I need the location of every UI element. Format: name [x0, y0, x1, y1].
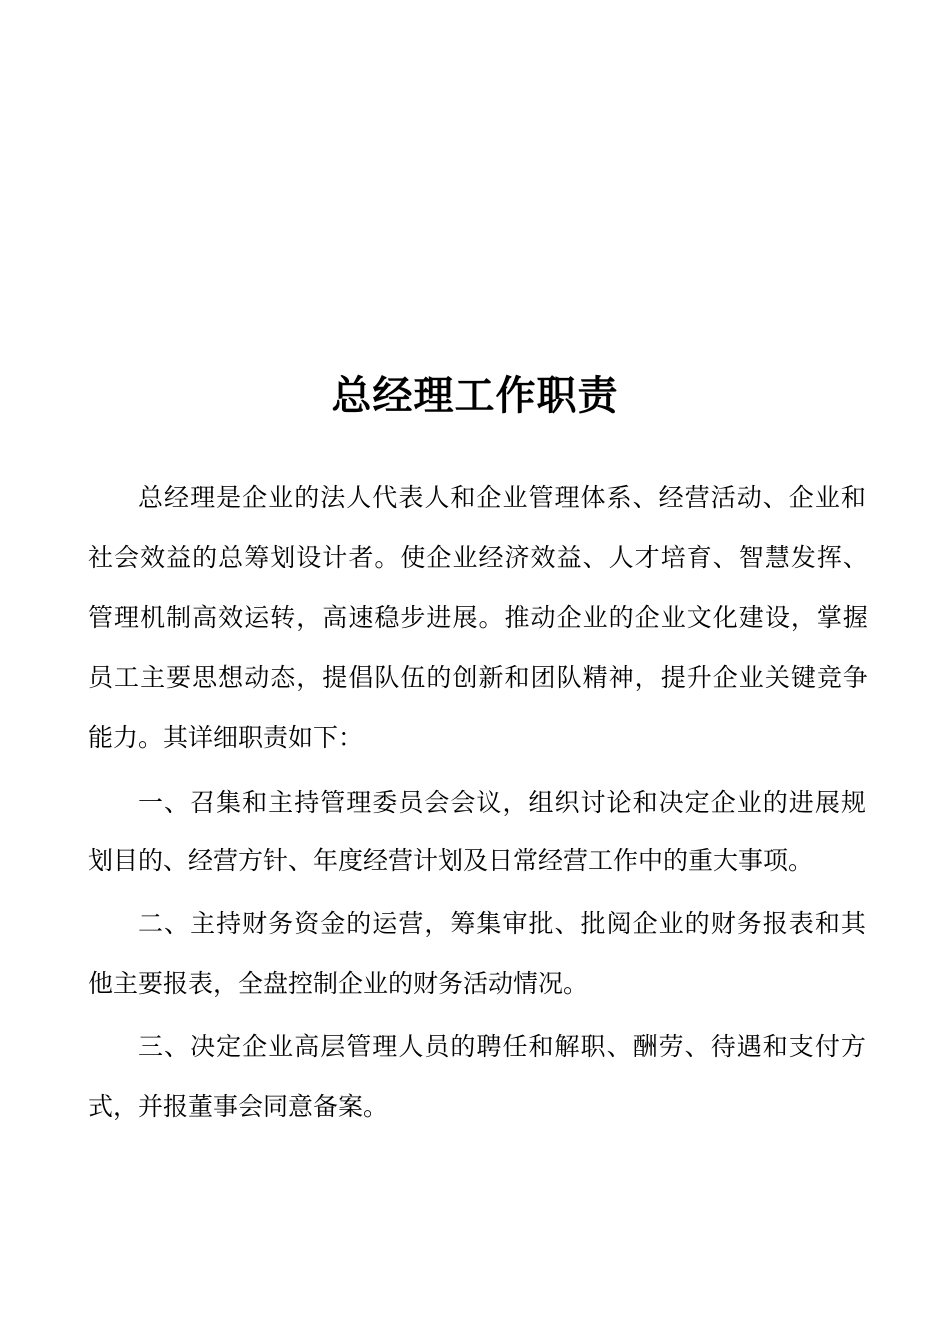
glyph: 持: [294, 788, 320, 817]
glyph: 动: [244, 663, 270, 692]
glyph: 建: [738, 603, 764, 632]
glyph: 稳: [374, 603, 400, 632]
glyph: 付: [814, 1032, 840, 1061]
glyph: 人: [398, 1032, 424, 1061]
glyph: 业: [738, 663, 764, 692]
glyph: 定: [216, 1032, 242, 1061]
glyph: 转: [270, 603, 296, 632]
glyph: 步: [400, 603, 426, 632]
glyph: 新: [478, 663, 504, 692]
glyph: 队: [556, 663, 582, 692]
glyph: 计: [322, 543, 348, 572]
glyph: 管: [320, 788, 346, 817]
glyph: 的: [450, 1032, 476, 1061]
glyph: 员: [424, 1032, 450, 1061]
glyph: 理: [372, 1032, 398, 1061]
glyph: 使: [400, 543, 426, 572]
glyph: 筹: [450, 909, 476, 938]
glyph: ，: [424, 909, 450, 938]
glyph: 定: [684, 788, 710, 817]
glyph: 人: [346, 483, 372, 512]
glyph: 企: [634, 603, 660, 632]
glyph: 企: [476, 483, 502, 512]
glyph: 益: [166, 543, 192, 572]
glyph: 业: [502, 483, 528, 512]
glyph: 、: [164, 788, 190, 817]
glyph: 批: [528, 909, 554, 938]
glyph: 智: [738, 543, 764, 572]
glyph: 二: [138, 909, 164, 938]
glyph: 法: [320, 483, 346, 512]
glyph: 理: [554, 483, 580, 512]
glyph: 动: [736, 483, 762, 512]
glyph: 运: [244, 603, 270, 632]
glyph: 伍: [400, 663, 426, 692]
glyph: 持: [216, 909, 242, 938]
glyph: 解: [554, 1032, 580, 1061]
glyph: 委: [372, 788, 398, 817]
glyph: 是: [216, 483, 242, 512]
glyph: 筹: [244, 543, 270, 572]
document-title: 总经理工作职责: [331, 373, 619, 419]
glyph: 其: [840, 909, 866, 938]
glyph: 任: [502, 1032, 528, 1061]
glyph: 。: [478, 603, 504, 632]
body-line-4: [88, 663, 868, 693]
glyph: 握: [842, 603, 868, 632]
glyph: 会: [114, 543, 140, 572]
glyph: 主: [190, 909, 216, 938]
glyph: 议: [476, 788, 502, 817]
glyph: 企: [788, 483, 814, 512]
glyph: 一: [138, 788, 164, 817]
glyph: 创: [452, 663, 478, 692]
glyph: 、: [554, 909, 580, 938]
glyph: 遇: [736, 1032, 762, 1061]
glyph: 关: [764, 663, 790, 692]
glyph: 和: [528, 1032, 554, 1061]
glyph: 态: [270, 663, 296, 692]
glyph: 神: [608, 663, 634, 692]
glyph: 的: [426, 663, 452, 692]
glyph: 层: [320, 1032, 346, 1061]
glyph: 倡: [348, 663, 374, 692]
glyph: 和: [632, 788, 658, 817]
glyph: 培: [660, 543, 686, 572]
glyph: 主: [268, 788, 294, 817]
glyph: 体: [580, 483, 606, 512]
glyph: 社: [88, 543, 114, 572]
glyph: 、: [164, 1032, 190, 1061]
glyph: 升: [686, 663, 712, 692]
glyph: 挥: [816, 543, 842, 572]
glyph: 和: [504, 663, 530, 692]
glyph: ，: [296, 603, 322, 632]
glyph: ，: [634, 663, 660, 692]
glyph: 理: [346, 788, 372, 817]
glyph: 决: [190, 1032, 216, 1061]
glyph: 业: [736, 788, 762, 817]
glyph: 表: [398, 483, 424, 512]
glyph: 和: [450, 483, 476, 512]
glyph: 阅: [606, 909, 632, 938]
glyph: 、: [684, 1032, 710, 1061]
glyph: 高: [192, 603, 218, 632]
body-line-1: [138, 483, 866, 513]
glyph: 设: [764, 603, 790, 632]
glyph: 管: [346, 1032, 372, 1061]
glyph: 提: [660, 663, 686, 692]
glyph: 企: [710, 788, 736, 817]
glyph: 织: [554, 788, 580, 817]
body-line-5: 能力。其详细职责如下：: [88, 723, 364, 752]
glyph: 营: [398, 909, 424, 938]
glyph: 划: [270, 543, 296, 572]
glyph: 管: [528, 483, 554, 512]
glyph: 组: [528, 788, 554, 817]
glyph: 想: [218, 663, 244, 692]
glyph: 和: [242, 788, 268, 817]
clause-2-line-1: [138, 909, 866, 939]
glyph: 理: [190, 483, 216, 512]
glyph: 争: [842, 663, 868, 692]
glyph: 总: [138, 483, 164, 512]
glyph: 、: [606, 1032, 632, 1061]
glyph: 金: [320, 909, 346, 938]
glyph: 要: [166, 663, 192, 692]
glyph: 机: [140, 603, 166, 632]
glyph: 业: [582, 603, 608, 632]
glyph: 业: [660, 603, 686, 632]
glyph: 代: [372, 483, 398, 512]
glyph: 业: [814, 483, 840, 512]
clause-3-line-2: 式，并报董事会同意备案。: [88, 1092, 389, 1121]
glyph: 化: [712, 603, 738, 632]
glyph: 速: [348, 603, 374, 632]
glyph: 总: [218, 543, 244, 572]
glyph: 论: [606, 788, 632, 817]
glyph: 支: [788, 1032, 814, 1061]
glyph: 提: [322, 663, 348, 692]
glyph: 设: [296, 543, 322, 572]
glyph: 高: [322, 603, 348, 632]
glyph: 方: [840, 1032, 866, 1061]
glyph: 效: [530, 543, 556, 572]
clause-1-line-1: [138, 788, 866, 818]
glyph: 的: [192, 543, 218, 572]
glyph: 、: [582, 543, 608, 572]
glyph: 企: [556, 603, 582, 632]
glyph: 队: [374, 663, 400, 692]
glyph: 理: [114, 603, 140, 632]
glyph: 待: [710, 1032, 736, 1061]
glyph: 管: [88, 603, 114, 632]
glyph: 文: [686, 603, 712, 632]
body-line-3: [88, 603, 868, 633]
glyph: 酬: [632, 1032, 658, 1061]
glyph: 制: [166, 603, 192, 632]
glyph: 审: [502, 909, 528, 938]
glyph: 职: [580, 1032, 606, 1061]
glyph: 进: [788, 788, 814, 817]
glyph: 经: [164, 483, 190, 512]
glyph: ，: [296, 663, 322, 692]
glyph: ，: [790, 603, 816, 632]
glyph: 者: [348, 543, 374, 572]
glyph: 进: [426, 603, 452, 632]
glyph: 、: [712, 543, 738, 572]
glyph: 业: [268, 1032, 294, 1061]
glyph: 慧: [764, 543, 790, 572]
glyph: 员: [88, 663, 114, 692]
glyph: 财: [242, 909, 268, 938]
glyph: 育: [686, 543, 712, 572]
glyph: 发: [790, 543, 816, 572]
glyph: 会: [450, 788, 476, 817]
clause-1-line-2: 划目的、经营方针、年度经营计划及日常经营工作中的重大事项。: [88, 846, 814, 875]
glyph: 展: [452, 603, 478, 632]
glyph: 企: [712, 663, 738, 692]
glyph: 活: [710, 483, 736, 512]
glyph: 集: [476, 909, 502, 938]
glyph: 和: [762, 1032, 788, 1061]
clause-2-line-2: 他主要报表，全盘控制企业的财务活动情况。: [88, 969, 589, 998]
glyph: 系: [606, 483, 632, 512]
glyph: 高: [294, 1032, 320, 1061]
glyph: 济: [504, 543, 530, 572]
glyph: 才: [634, 543, 660, 572]
glyph: 务: [736, 909, 762, 938]
glyph: 运: [372, 909, 398, 938]
glyph: 企: [426, 543, 452, 572]
glyph: 的: [608, 603, 634, 632]
glyph: 动: [530, 603, 556, 632]
glyph: 企: [242, 483, 268, 512]
glyph: 、: [164, 909, 190, 938]
glyph: 业: [452, 543, 478, 572]
glyph: 、: [842, 543, 868, 572]
glyph: 竞: [816, 663, 842, 692]
glyph: 资: [294, 909, 320, 938]
glyph: 键: [790, 663, 816, 692]
glyph: 劳: [658, 1032, 684, 1061]
glyph: 推: [504, 603, 530, 632]
glyph: 益: [556, 543, 582, 572]
glyph: 财: [710, 909, 736, 938]
glyph: 、: [632, 483, 658, 512]
glyph: 精: [582, 663, 608, 692]
glyph: 思: [192, 663, 218, 692]
glyph: 的: [346, 909, 372, 938]
glyph: 表: [788, 909, 814, 938]
glyph: 营: [684, 483, 710, 512]
glyph: 集: [216, 788, 242, 817]
glyph: ，: [502, 788, 528, 817]
glyph: 。: [374, 543, 400, 572]
glyph: 聘: [476, 1032, 502, 1061]
glyph: 和: [840, 483, 866, 512]
glyph: 团: [530, 663, 556, 692]
glyph: 员: [398, 788, 424, 817]
glyph: 决: [658, 788, 684, 817]
glyph: 三: [138, 1032, 164, 1061]
glyph: 主: [140, 663, 166, 692]
glyph: 规: [840, 788, 866, 817]
glyph: 业: [268, 483, 294, 512]
glyph: 召: [190, 788, 216, 817]
clause-3-line-1: [138, 1032, 866, 1062]
glyph: 经: [658, 483, 684, 512]
glyph: 效: [140, 543, 166, 572]
glyph: 工: [114, 663, 140, 692]
glyph: 展: [814, 788, 840, 817]
glyph: 效: [218, 603, 244, 632]
glyph: 报: [762, 909, 788, 938]
glyph: 的: [762, 788, 788, 817]
glyph: 业: [658, 909, 684, 938]
glyph: 人: [424, 483, 450, 512]
glyph: 讨: [580, 788, 606, 817]
glyph: 的: [294, 483, 320, 512]
glyph: 和: [814, 909, 840, 938]
glyph: 会: [424, 788, 450, 817]
glyph: 的: [684, 909, 710, 938]
glyph: 务: [268, 909, 294, 938]
glyph: 、: [762, 483, 788, 512]
glyph: 企: [632, 909, 658, 938]
glyph: 批: [580, 909, 606, 938]
body-line-2: [88, 543, 868, 573]
glyph: 人: [608, 543, 634, 572]
glyph: 掌: [816, 603, 842, 632]
glyph: 企: [242, 1032, 268, 1061]
glyph: 经: [478, 543, 504, 572]
